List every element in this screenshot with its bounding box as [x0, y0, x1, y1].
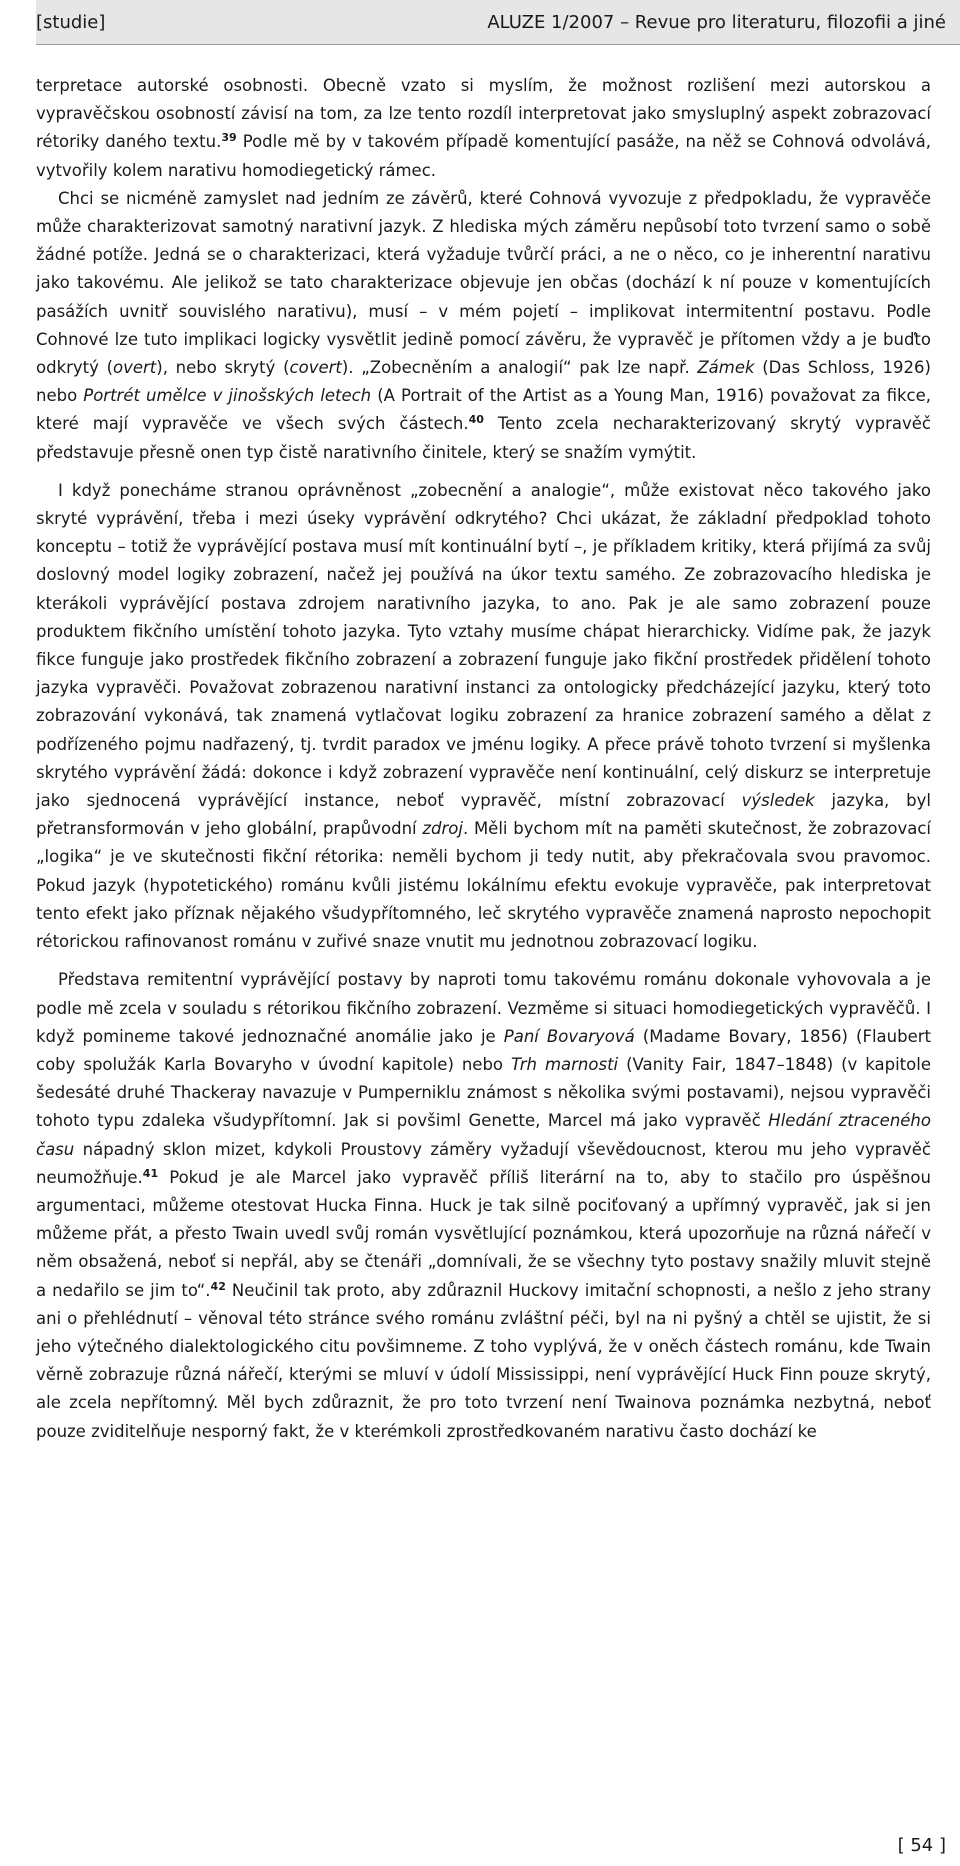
footnote-ref: 39	[221, 131, 237, 145]
text-run: Tento zcela necharakterizovaný skrytý vypravěč představuje přesně onen typ čistě narativního činitele, který se snažím vymýtit.	[36, 414, 931, 462]
text-run: ), nebo skrytý (	[156, 358, 290, 378]
text-run: nápadný sklon mizet, kdykoli Proustovy záměry vyžadují vševědoucnost, kterou mu jeho vypravěč neumožňuje.	[36, 1139, 931, 1187]
text-run: Chci se nicméně zamyslet nad jedním ze závěrů, které Cohnová vyvozuje z předpokladu, že vypravěče může charakterizovat samotný narativní jazyk. Z hlediska mých záměru nepůsobí toto tvrzení samo o sobě žádné potíže. Jedná se o charakterizaci, která vyžaduje tvůrčí práci, a ne o něco, co je inherentní narativu jako takovému. Ale jelikož se tato charakterizace objevuje jen občas (dochází k ní pouze v komentujících pasážích uvnitř souvislého narativu), musí – v mém pojetí – implikovat intermitentní postavu. Podle Cohnové lze tuto implikaci logicky vysvětlit jedině pomocí závěru, že vypravěč je přítomen vždy a je buďto odkrytý (	[36, 188, 931, 378]
italic-text: Hledání ztraceného času	[36, 1111, 931, 1159]
running-header	[36, 0, 960, 44]
text-run: (A Portrait of the Artist as a Young Man, 1916) považovat za fikce, které mají vypravěče ve všech svých částech.	[36, 386, 931, 434]
paragraph	[36, 185, 931, 467]
article-body	[36, 72, 931, 1446]
italic-text: Trh marnosti	[510, 1054, 619, 1074]
footnote-ref: 41	[142, 1166, 159, 1180]
paragraph	[36, 72, 931, 185]
italic-text: covert	[289, 358, 342, 378]
text-run: terpretace autorské osobnosti. Obecně vzato si myslím, že možnost rozlišení mezi autorskou a vypravěčskou osobností závisí na tom, za lze tento rozdíl interpretovat jako smysluplný aspekt zobrazovací rétoriky daného textu.	[36, 76, 931, 152]
footnote-ref: 40	[468, 413, 484, 427]
paragraph	[36, 966, 931, 1445]
italic-text: výsledek	[741, 791, 815, 811]
text-run: Představa remitentní vyprávějící postavy by naproti tomu takovému románu dokonale vyhovovala a je podle mě zcela v souladu s rétorikou fikčního zobrazení. Vezměme si situaci homodiegetických vypravěčů. I když pomineme takové jednoznačné anomálie jako je	[36, 970, 931, 1046]
italic-text: Zámek	[697, 358, 755, 378]
text-run: (Das Schloss, 1926) nebo	[36, 358, 931, 406]
italic-text: zdroj	[422, 819, 463, 839]
text-run: Podle mě by v takovém případě komentující pasáže, na něž se Cohnová odvolává, vytvořily kolem narativu homodiegetický rámec.	[36, 132, 931, 180]
header-rule	[36, 44, 960, 45]
header-section-label: [studie]	[36, 11, 106, 33]
italic-text: Paní Bovaryová	[503, 1026, 635, 1046]
text-run: . Měli bychom mít na paměti skutečnost, že zobrazovací „logika“ je ve skutečnosti fikční rétorika: neměli bychom ji tedy nutit, aby překračovala svou pravomoc. Pokud jazyk (hypotetického) románu kvůli jistému lokálnímu efektu evokuje vypravěče, pak interpretovat tento efekt jako příznak nějakého všudypřítomného, leč skrytého vypravěče znamená naprosto nepochopit rétorickou rafinovanost románu v zuřivé snaze vnutit mu jednotnou zobrazovací logiku.	[36, 819, 931, 952]
paragraph	[36, 477, 931, 956]
footnote-ref: 42	[210, 1279, 226, 1293]
text-run: (Madame Bovary, 1856) (Flaubert coby spolužák Karla Bovaryho v úvodní kapitole) nebo	[36, 1026, 931, 1074]
text-run: jazyka, byl přetransformován v jeho globální, prapůvodní	[36, 791, 931, 839]
page-number: [ 54 ]	[897, 1835, 946, 1856]
text-run: I když ponecháme stranou oprávněnost „zobecnění a analogie“, může existovat něco takového jako skryté vyprávění, třeba i mezi úseky vyprávění odkrytého? Chci ukázat, že základní předpoklad tohoto konceptu – totiž že vyprávějící postava musí mít kontinuální bytí –, je příkladem kritiky, která přijímá za svůj doslovný model logiky zobrazení, načež jej používá na úkor textu samého. Ze zobrazovacího hlediska je kterákoli vyprávějící postava zdrojem narativního jazyka, to ano. Pak je ale samo zobrazení pouze produktem fikčního umístění tohoto jazyka. Tyto vztahy musíme chápat hierarchicky. Vidíme pak, že jazyk fikce funguje jako prostředek fikčního zobrazení a zobrazení funguje jako fikční prostředek přidělení tohoto jazyka vypravěči. Považovat zobrazenou narativní instanci za ontologicky předcházející jazyku, který toto zobrazování vykonává, tak znamená vytlačovat logiku zobrazení za hranice zobrazení samého a dělat z podřízeného pojmu nadřazený, tj. tvrdit paradox ve jménu logiky. A přece právě tohoto tvrzení si myšlenka skrytého vyprávění žádá: dokonce i když zobrazení vypravěče není kontinuální, celý diskurz se interpretuje jako sjednocená vyprávějící instance, neboť vypravěč, místní zobrazovací	[36, 480, 931, 811]
text-run: Neučinil tak proto, aby zdůraznil Huckovy imitační schopnosti, a nešlo z jeho strany ani o přehlédnutí – věnoval této stránce svého románu zvláštní péči, byl na ni pyšný a chtěl se ujistit, že si jeho výtečného dialektologického citu povšimneme. Z toho vyplývá, že v oněch částech románu, kde Twain věrně zobrazuje různá nářečí, kterými se mluví v údolí Mississippi, není vyprávějící Huck Finn pouze skrytý, ale zcela nepřítomný. Měl bych zdůraznit, že pro toto tvrzení není Twainova poznámka nezbytná, neboť pouze zviditelňuje nesporný fakt, že v kterémkoli zprostředkovaném narativu často dochází ke	[36, 1280, 931, 1441]
italic-text: overt	[113, 358, 157, 378]
text-run: ). „Zobecněním a analogií“ pak lze např.	[341, 358, 698, 378]
text-run: (Vanity Fair, 1847–1848) (v kapitole šedesáté druhé Thackeray navazuje v Pumperniklu známost s několika svými postavami), nejsou vypravěči tohoto typu zdaleka všudypřítomní. Jak si povšiml Genette, Marcel má jako vypravěč	[36, 1054, 931, 1131]
header-journal-title: ALUZE 1/2007 – Revue pro literaturu, filozofii a jiné	[487, 11, 946, 33]
text-run: Pokud je ale Marcel jako vypravěč příliš literární na to, aby to stačilo pro úspěšnou argumentaci, můžeme otestovat Hucka Finna. Huck je tak silně pociťovaný a upřímný vypravěč, jak si jen můžeme přát, a přesto Twain uvedl svůj román vysvětlující poznámkou, která upozorňuje na různá nářečí v něm obsažená, neboť si nepřál, aby se čtenáři „domnívali, že se všechny tyto postavy snažily mluvit stejně a nedařilo se jim to“.	[36, 1167, 931, 1300]
italic-text: Portrét umělce v jinošských letech	[83, 386, 372, 406]
